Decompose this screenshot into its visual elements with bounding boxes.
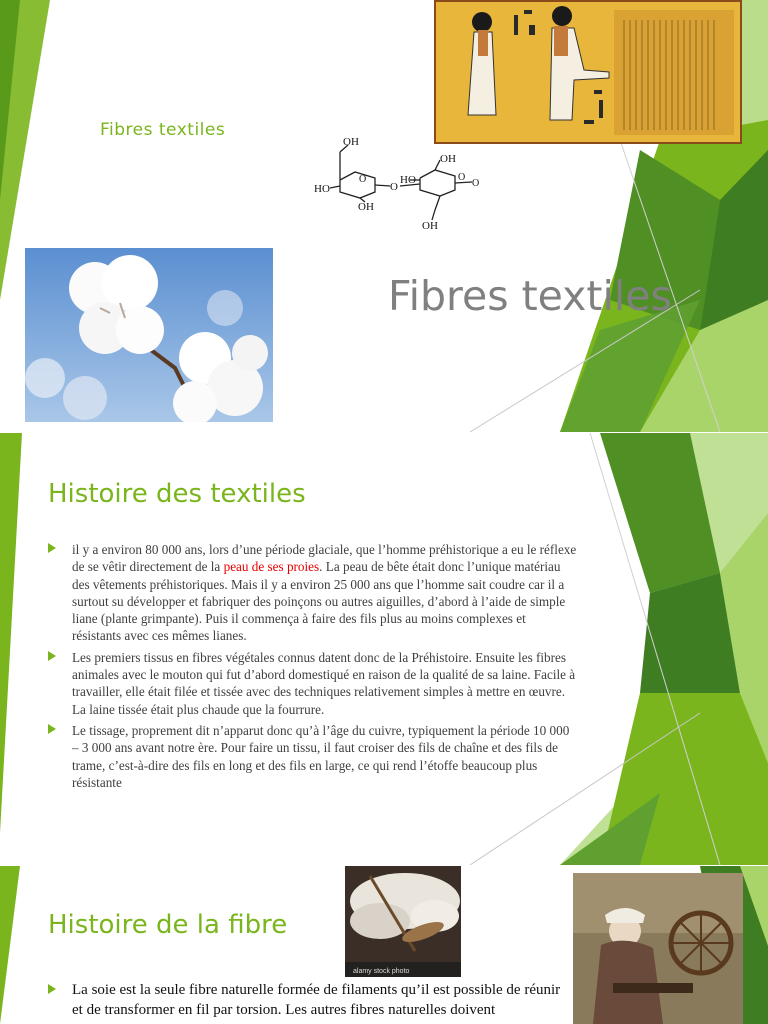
slide-history-textiles: [0, 433, 768, 865]
fibre-bullet-list: [48, 980, 573, 1020]
egyptian-weaving-painting: [434, 0, 742, 144]
molecule-label: HO: [400, 174, 416, 186]
list-item: [48, 649, 578, 718]
bullet-arrow-icon: [48, 984, 56, 994]
cellulose-molecule-diagram: [310, 130, 500, 235]
photo-watermark: alamy stock photo: [353, 968, 410, 975]
bullet-text: Les premiers tissus en fibres végétales connus datent donc de la Préhistoire. Ensuite les fibres animales avec le mouton qui fut d’abord domestiqué en raison de la qualité de sa laine. Facile à travailler, elle était filée et tissée avec des techniques relativement simples à mettre en œuvre. La laine tissée était plus chaude que la fourrure.: [72, 649, 576, 717]
section-heading: Histoire des textiles: [48, 479, 306, 509]
bullet-text: Le tissage, proprement dit n’apparut donc qu’à l’âge du cuivre, typiquement la période 10 000 – 3 000 ans avant notre ère. Pour faire un tissu, il faut croiser des fils de chaîne et des fils de trame, c’est-à-dire des fils en long et des fils en large, ce qui rend l’étoffe beaucoup plus résistante: [72, 722, 570, 790]
list-item: [48, 980, 573, 1020]
slide-history-fibre: [0, 866, 768, 1024]
bullet-arrow-icon: [48, 724, 56, 734]
history-bullet-list: [48, 541, 578, 795]
molecule-label: O: [458, 172, 466, 183]
section-heading: Histoire de la fibre: [48, 910, 288, 940]
cotton-photo: [25, 248, 273, 422]
list-item: [48, 722, 578, 791]
molecule-label: OH: [358, 201, 374, 213]
molecule-label: OH: [343, 136, 359, 148]
molecule-label: OH: [440, 153, 456, 165]
bullet-text: . La peau de bête était donc l’unique matériau des vêtements préhistoriques. Mais il y a environ 25 000 ans que l’homme sait coudre car il a surtout su développer et fabriquer des poinçons ou autres aiguilles, d’abord à l’aide de simple liane (plante grimpante). Puis il commença à faire des fils plus au moins complexes et résistants avec ces mêmes lianes.: [72, 559, 566, 644]
highlighted-text: peau de ses proies: [223, 559, 320, 575]
bullet-text: il y a environ 80 000 ans, lors d’une période glaciale, que l’homme préhistorique a eu le réflexe de se vêtir directement de la: [72, 542, 577, 575]
slide-title: [0, 0, 768, 432]
molecule-label: O: [390, 181, 398, 193]
bullet-arrow-icon: [48, 651, 56, 661]
spinning-wheel-photo: [573, 873, 743, 1024]
molecule-label: O: [472, 178, 480, 189]
molecule-label: HO: [314, 183, 330, 195]
spindle-wool-photo: [345, 866, 461, 977]
bullet-arrow-icon: [48, 543, 56, 553]
bullet-text: La soie est la seule fibre naturelle formée de filaments qu’il est possible de réunir et de transformer en fil par torsion. Les autres fibres naturelles doivent: [72, 982, 561, 1018]
small-title: Fibres textiles: [100, 120, 226, 140]
molecule-label: O: [359, 174, 367, 185]
main-title: Fibres textiles: [388, 272, 672, 320]
list-item: [48, 541, 578, 645]
molecule-label: OH: [422, 220, 438, 232]
